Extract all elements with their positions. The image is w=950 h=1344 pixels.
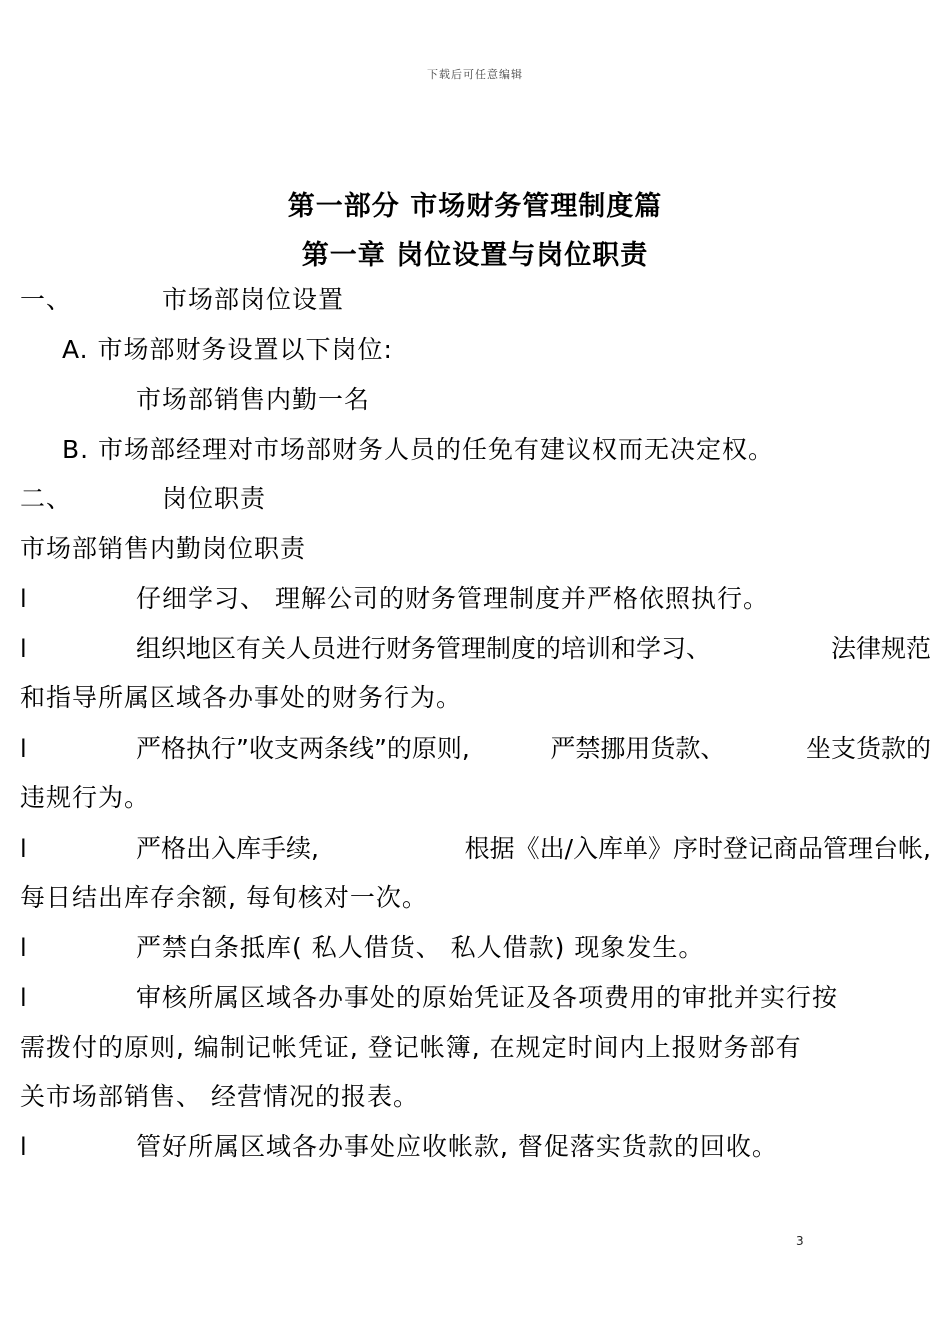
duty-4-line-1 (136, 833, 931, 865)
chapter-title: 第一章 岗位设置与岗位职责 (301, 240, 649, 271)
duty-6-continuation-2: 关市场部销售、 经营情况的报表。 (20, 1082, 419, 1111)
bullet-marker: l (20, 735, 27, 763)
duty-4-part-1: 严格出入库手续, (136, 834, 319, 863)
duty-5-part-1: 严禁白条抵库( 私人借货、 (136, 933, 442, 962)
duty-3-part-3: 坐支货款的 (805, 734, 931, 763)
bullet-marker: l (20, 934, 27, 962)
duty-5-line-1 (136, 932, 704, 964)
page-number: 3 (796, 1234, 804, 1248)
duty-3-continuation: 违规行为。 (20, 783, 151, 812)
duty-6-continuation: 需拨付的原则, 编制记帐凭证, 登记帐簿, 在规定时间内上报财务部有 (20, 1033, 802, 1062)
duty-3-part-1: 严格执行”收支两条线”的原则, (136, 734, 470, 763)
duty-2-part-1: 组织地区有关人员进行财务管理制度的培训和学习、 (136, 634, 712, 663)
header-note: 下载后可任意编辑 (427, 68, 523, 81)
duty-5-part-2: 私人借款) 现象发生。 (450, 933, 705, 962)
duty-1-line-1 (136, 583, 769, 615)
duty-2-part-2: 法律规范 (830, 634, 931, 663)
duty-2-line-1 (136, 633, 931, 665)
duty-3-part-2: 严禁挪用货款、 (550, 734, 726, 763)
duty-4-continuation: 每日结出库存余额, 每旬核对一次。 (20, 883, 428, 912)
bullet-marker: l (20, 635, 27, 663)
duty-1-part-1: 仔细学习、 (136, 584, 267, 613)
section1-item-a: A. 市场部财务设置以下岗位: (62, 335, 393, 364)
duty-6-line-1: 审核所属区域各办事处的原始凭证及各项费用的审批并实行按 (136, 983, 839, 1012)
bullet-marker: l (20, 585, 27, 613)
section1-item-a-sub: 市场部销售内勤一名 (136, 385, 371, 414)
section1-title: 市场部岗位设置 (162, 285, 345, 314)
duty-4-part-2: 根据《出/入库单》序时登记商品管理台帐, (464, 834, 931, 863)
bullet-marker: l (20, 835, 27, 863)
section1-number: 一、 (20, 285, 73, 314)
section1-item-b: B. 市场部经理对市场部财务人员的任免有建议权而无决定权。 (62, 435, 775, 464)
duty-1-part-2: 理解公司的财务管理制度并严格依照执行。 (274, 584, 769, 613)
section2-number: 二、 (20, 484, 73, 513)
section2-subtitle: 市场部销售内勤岗位职责 (20, 534, 307, 563)
part-title: 第一部分 市场财务管理制度篇 (287, 191, 663, 222)
duty-2-continuation: 和指导所属区域各办事处的财务行为。 (20, 683, 463, 712)
bullet-marker: l (20, 984, 27, 1012)
bullet-marker: l (20, 1133, 27, 1161)
section2-title: 岗位职责 (162, 484, 267, 513)
duty-3-line-1 (136, 733, 931, 765)
duty-7-line-1: 管好所属区域各办事处应收帐款, 督促落实货款的回收。 (136, 1132, 778, 1161)
